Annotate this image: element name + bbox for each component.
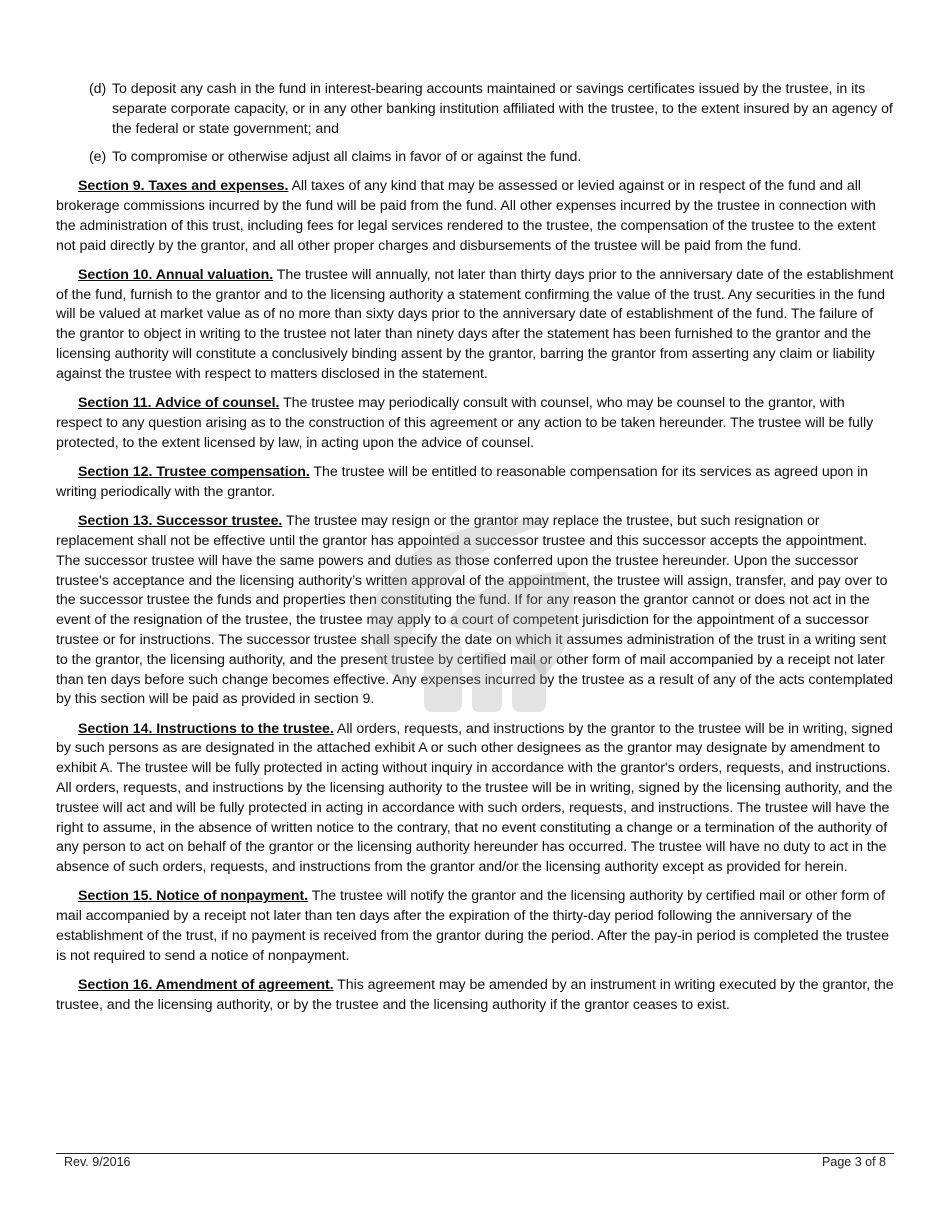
list-item-e [56,148,894,168]
section-heading: Section 9. Taxes and expenses. [78,178,289,195]
section-text: The trustee may periodically consult with counsel, who may be counsel to the grantor, with respect to any question arising as to the construction of this agreement or any action to be taken hereunder. The trustee will be fully protected, to the extent licensed by law, in acting upon the advice of counsel. [56,395,874,451]
list-item-text: To compromise or otherwise adjust all claims in favor of or against the fund. [112,149,582,166]
section-15-notice-of-nonpayment [56,887,894,966]
section-16-amendment-of-agreement [56,976,894,1016]
list-item-d [56,80,894,139]
document-body [56,80,894,1025]
list-item-text: To deposit any cash in the fund in interest-bearing accounts maintained or savings certificates issued by the trustee, in its separate corporate capacity, or in any other banking institution affiliated with the trustee, to the extent insured by an agency of the federal or state government; and [112,81,893,137]
section-text: The trustee will notify the grantor and the licensing authority by certified mail or other form of mail accompanied by a receipt not later than ten days after the expiration of the thirty-day period following the anniversary of the establishment of the trust, if no payment is received from the grantor during the period. After the pay-in period is completed the trustee is not required to send a notice of nonpayment. [56,888,889,964]
footer-revision: Rev. 9/2016 [64,1155,131,1169]
list-marker: (d) [89,81,107,97]
section-11-advice-of-counsel [56,394,894,453]
section-heading: Section 13. Successor trustee. [78,513,283,530]
section-heading: Section 10. Annual valuation. [78,266,274,283]
section-text: This agreement may be amended by an instrument in writing executed by the grantor, the trustee, and the licensing authority, or by the trustee and the licensing authority if the grantor ceases to exist. [56,977,894,1013]
section-text: All orders, requests, and instructions by the grantor to the trustee will be in writing, signed by such persons as are designated in the attached exhibit A or such other designees as the grantor may designate by amendment to exhibit A. The trustee will be fully protected in acting without inquiry in accordance with the grantor's orders, requests, and instructions. All orders, requests, and instructions by the licensing authority to the trustee will be in writing, signed by the licensing authority, and the trustee will act and will be fully protected in acting in accordance with such orders, requests, and instructions. The trustee will have the right to assume, in the absence of written notice to the contrary, that no event constituting a change or a termination of the authority of any person to act on behalf of the grantor or the licensing authority hereunder has occurred. The trustee will have no duty to act in the absence of such orders, requests, and instructions from the grantor and/or the licensing authority except as provided for herein. [56,720,893,876]
section-10-annual-valuation [56,266,894,385]
section-text: The trustee will be entitled to reasonable compensation for its services as agreed upon in writing periodically with the grantor. [56,464,869,500]
section-13-successor-trustee [56,512,894,710]
footer-divider [56,1153,894,1154]
footer-page-number: Page 3 of 8 [822,1155,886,1169]
section-text: All taxes of any kind that may be assessed or levied against or in respect of the fund and all brokerage commissions incurred by the fund will be paid from the fund. All other expenses incurred by the trustee in connection with the administration of this trust, including fees for legal services rendered to the trustee, the compensation of the trustee to the extent not paid directly by the grantor, and all other proper charges and disbursements of the trustee will be paid from the fund. [56,178,876,254]
section-heading: Section 15. Notice of nonpayment. [78,888,309,905]
section-12-trustee-compensation [56,463,894,503]
section-heading: Section 12. Trustee compensation. [78,464,310,481]
section-heading: Section 14. Instructions to the trustee. [78,720,334,737]
section-text: The trustee will annually, not later than thirty days prior to the anniversary date of the establishment of the fund, furnish to the grantor and to the licensing authority a statement confirming the value of the trust. Any securities in the fund will be valued at market value as of no more than sixty days prior to the anniversary date of establishment of the fund. The failure of the grantor to object in writing to the trustee not later than ninety days after the statement has been furnished to the grantor and the licensing authority will constitute a conclusively binding assent by the grantor, barring the grantor from asserting any claim or liability against the trustee with respect to matters disclosed in the statement. [56,266,894,382]
section-text: The trustee may resign or the grantor may replace the trustee, but such resignation or replacement shall not be effective until the grantor has appointed a successor trustee and this successor accepts the appointment. The successor trustee will have the same powers and duties as those conferred upon the trustee hereunder. Upon the successor trustee's acceptance and the licensing authority’s written approval of the appointment, the trustee will assign, transfer, and pay over to the successor trustee the funds and properties then constituting the fund. If for any reason the grantor cannot or does not act in the event of the resignation of the trustee, the trustee may apply to a court of competent jurisdiction for the appointment of a successor trustee or for instructions. The successor trustee shall specify the date on which it assumes administration of the trust in a writing sent to the grantor, the licensing authority, and the present trustee by certified mail or other form of mail accompanied by a receipt not later than ten days before such change becomes effective. Any expenses incurred by the trustee as a result of any of the acts contemplated by this section will be paid as provided in section 9. [56,513,894,708]
section-heading: Section 16. Amendment of agreement. [78,977,334,994]
section-heading: Section 11. Advice of counsel. [78,395,280,412]
section-9-taxes-and-expenses [56,177,894,256]
section-14-instructions-to-trustee [56,720,894,878]
list-marker: (e) [89,149,107,166]
